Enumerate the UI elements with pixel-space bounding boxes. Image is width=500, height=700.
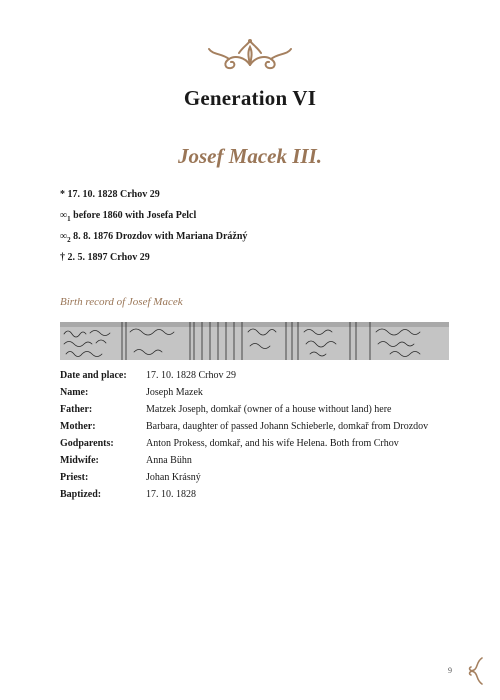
record-label: Name: [60, 387, 89, 398]
death-fact [60, 251, 247, 272]
record-row [60, 367, 449, 384]
record-label: Mother: [60, 421, 96, 432]
record-row [60, 486, 449, 503]
marriage-symbol: ∞ [60, 210, 68, 221]
record-value: Joseph Mazek [146, 387, 203, 398]
record-row [60, 469, 449, 486]
marriage-symbol: ∞ [60, 231, 68, 242]
record-label: Godparents: [60, 438, 114, 449]
record-label: Father: [60, 404, 93, 415]
decorative-flourish-icon [205, 35, 295, 71]
record-row [60, 401, 449, 418]
marriage-index: 1 [67, 215, 71, 223]
record-row [60, 452, 449, 469]
record-row [60, 384, 449, 401]
corner-flourish-icon [462, 656, 486, 686]
person-name-heading: Josef Macek III. [177, 144, 323, 168]
birth-record-table [60, 367, 449, 503]
record-value: Anton Prokess, domkař, and his wife Helena. Both from Crhov [146, 438, 399, 449]
record-value: Anna Bühn [146, 455, 192, 466]
birth-fact [60, 188, 247, 209]
record-label: Priest: [60, 472, 89, 483]
birth-symbol: * [60, 189, 65, 200]
record-value: Barbara, daughter of passed Johann Schieberle, domkař from Drozdov [146, 421, 429, 432]
record-value: Matzek Joseph, domkař (owner of a house without land) here [146, 404, 392, 415]
generation-heading: Generation VI [183, 86, 317, 110]
vital-facts-list [60, 188, 247, 272]
marriage-index: 2 [67, 236, 71, 244]
record-value: 17. 10. 1828 [146, 489, 196, 500]
record-value: Johan Krásný [146, 472, 201, 483]
record-label: Baptized: [60, 489, 102, 500]
second-marriage-fact [60, 230, 247, 251]
record-row [60, 418, 449, 435]
record-row [60, 435, 449, 452]
record-value: 17. 10. 1828 Crhov 29 [146, 370, 236, 381]
death-symbol: † [60, 252, 65, 263]
birth-record-scan-image [60, 322, 449, 360]
record-label: Date and place: [60, 370, 127, 381]
death-text: 2. 5. 1897 Crhov 29 [67, 252, 150, 263]
second-marriage-text: 8. 8. 1876 Drozdov with Mariana Drážný [73, 231, 248, 242]
record-label: Midwife: [60, 455, 99, 466]
first-marriage-fact [60, 209, 247, 230]
page-number: 9 [448, 666, 452, 675]
birth-text: 17. 10. 1828 Crhov 29 [67, 189, 160, 200]
record-section-title: Birth record of Josef Macek [60, 296, 183, 308]
first-marriage-text: before 1860 with Josefa Pelcl [73, 210, 197, 221]
